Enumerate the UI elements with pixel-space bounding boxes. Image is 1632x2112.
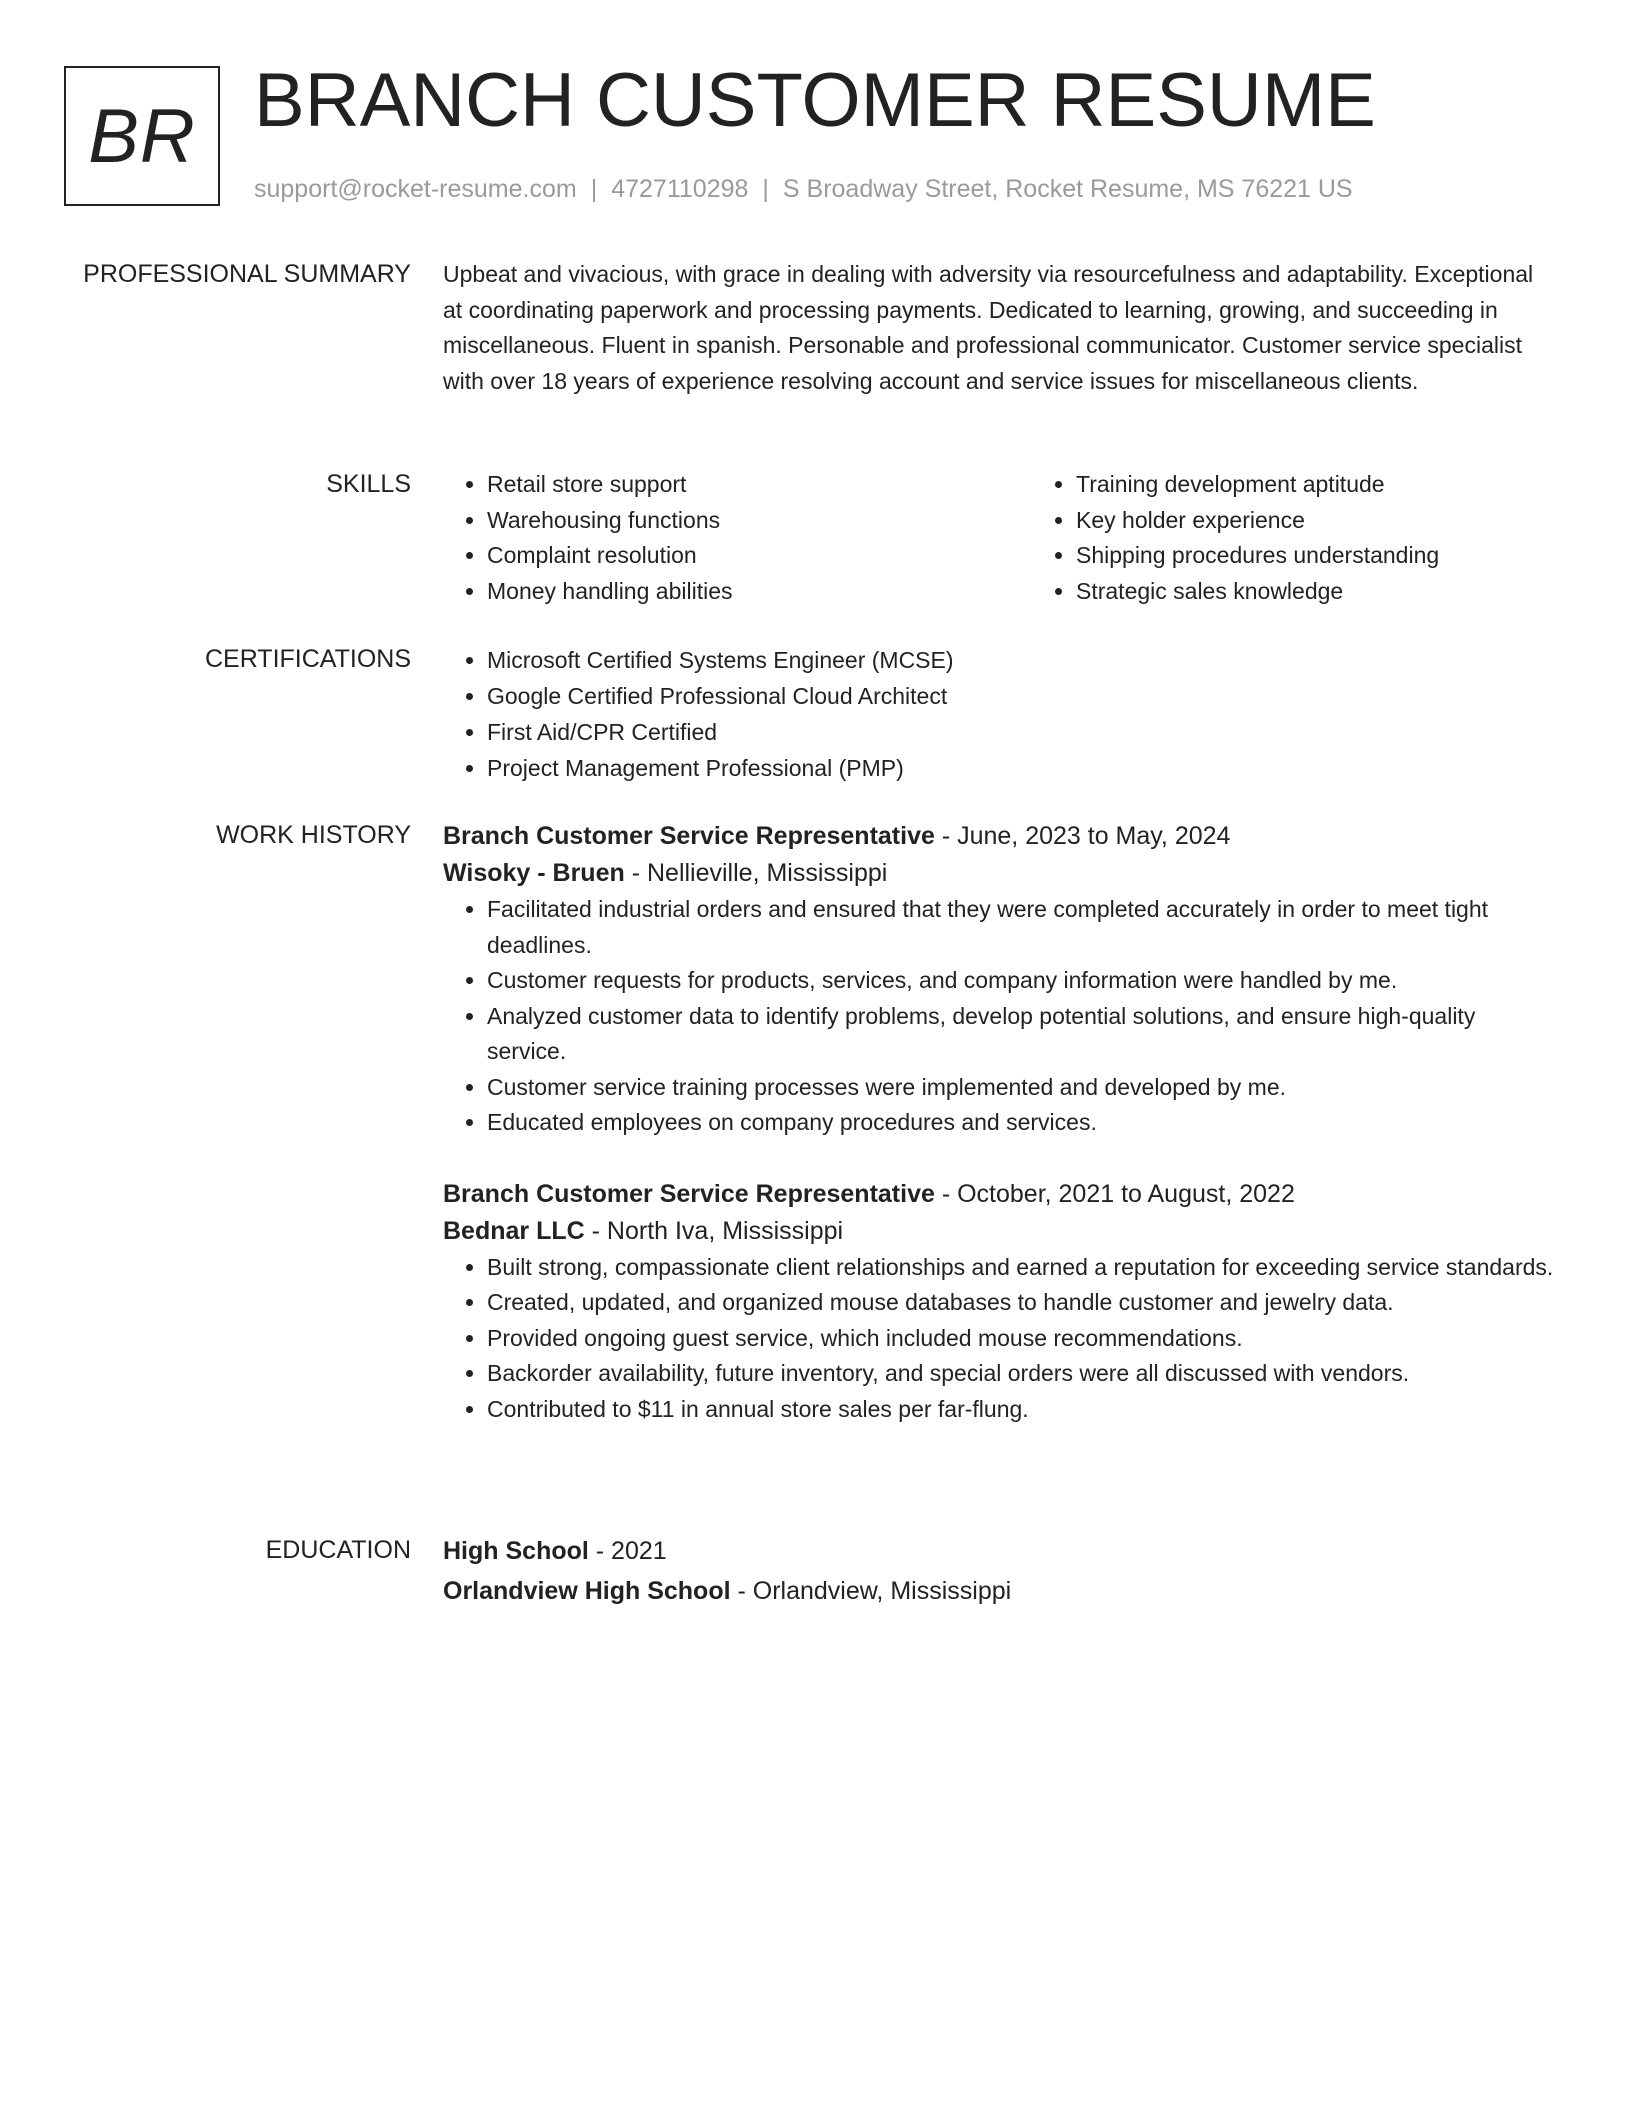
skill-item: • Training development aptitude [1076,467,1621,503]
skills-list-right [1032,467,1621,609]
job-title: Branch Customer Service Representative [443,1179,935,1208]
certification-item: • Google Certified Professional Cloud Architect [487,678,1558,714]
job-duties-list [443,892,1558,1141]
monogram-logo: BR [64,66,220,206]
job-title-line [443,1176,1558,1213]
job-company-line [443,1213,1558,1250]
job-location: - North Iva, Mississippi [584,1216,844,1245]
job-duty: • Contributed to $11 in annual store sales per far-flung. [487,1392,1558,1428]
skill-item: • Money handling abilities [487,574,1032,610]
job-company: Wisoky - Bruen [443,859,625,887]
graduation-year: - 2021 [588,1537,667,1565]
certifications-list [443,642,1558,786]
skill-item: • Retail store support [487,467,1032,503]
skill-item: • Key holder experience [1076,503,1621,539]
job-dates: - June, 2023 to May, 2024 [934,822,1231,850]
job-entry [443,818,1558,1141]
certification-item: • Project Management Professional (PMP) [487,750,1558,786]
skill-item: • Strategic sales knowledge [1076,574,1621,610]
skills-list-left [443,467,1032,609]
contact-line [254,172,1353,206]
job-entry [443,1176,1558,1428]
degree-line [443,1533,1558,1570]
degree: High School [443,1537,589,1565]
job-company-line [443,855,1558,892]
skill-item: • Complaint resolution [487,538,1032,574]
job-dates: - October, 2021 to August, 2022 [934,1179,1295,1208]
school-name: Orlandview High School [443,1577,731,1605]
address: S Broadway Street, Rocket Resume, MS 76221 US [782,175,1353,203]
certification-item: • First Aid/CPR Certified [487,714,1558,750]
contact-separator: | [590,175,598,203]
job-duty: • Built strong, compassionate client relationships and earned a reputation for exceeding service standards. [487,1250,1558,1286]
email-link[interactable]: support@rocket-resume.com [254,175,577,203]
skill-item: • Warehousing functions [487,503,1032,539]
job-duties-list [443,1250,1558,1428]
skill-item: • Shipping procedures understanding [1076,538,1621,574]
section-label: PROFESSIONAL SUMMARY [83,260,411,288]
job-title-line [443,818,1558,855]
job-duty: • Provided ongoing guest service, which included mouse recommendations. [487,1321,1558,1357]
summary-text: Upbeat and vivacious, with grace in dealing with adversity via resourcefulness and adaptability. Exceptional at coordinating paperwork and processing payments. Dedicated to learning, growing, and succeeding in miscellaneous. Fluent in spanish. Personable and professional communicator. Customer service specialist with over 18 years of experience resolving account and service issues for miscellaneous clients. [443,261,1534,394]
contact-separator: | [762,175,769,203]
job-duty: • Facilitated industrial orders and ensured that they were completed accurately in order to meet tight deadlines. [487,892,1558,963]
section-label: WORK HISTORY [216,821,411,849]
job-duty: • Backorder availability, future inventory, and special orders were all discussed with vendors. [487,1356,1558,1392]
section-label: CERTIFICATIONS [204,645,411,673]
phone-number: 4727110298 [611,175,749,203]
job-title: Branch Customer Service Representative [443,822,935,850]
job-location: - Nellieville, Mississippi [624,859,888,887]
school-location: - Orlandview, Mississippi [730,1577,1012,1605]
section-label: SKILLS [326,470,411,498]
job-company: Bednar LLC [443,1216,585,1245]
job-duty: • Analyzed customer data to identify problems, develop potential solutions, and ensure high-quality service. [487,999,1558,1070]
job-duty: • Created, updated, and organized mouse databases to handle customer and jewelry data. [487,1285,1558,1321]
resume-title: BRANCH CUSTOMER RESUME [254,58,1376,143]
job-duty: • Customer requests for products, services, and company information were handled by me. [487,963,1558,999]
job-duty: • Educated employees on company procedures and services. [487,1105,1558,1141]
section-label: EDUCATION [265,1536,411,1564]
certification-item: • Microsoft Certified Systems Engineer (MCSE) [487,642,1558,678]
school-line [443,1573,1558,1610]
job-duty: • Customer service training processes were implemented and developed by me. [487,1070,1558,1106]
